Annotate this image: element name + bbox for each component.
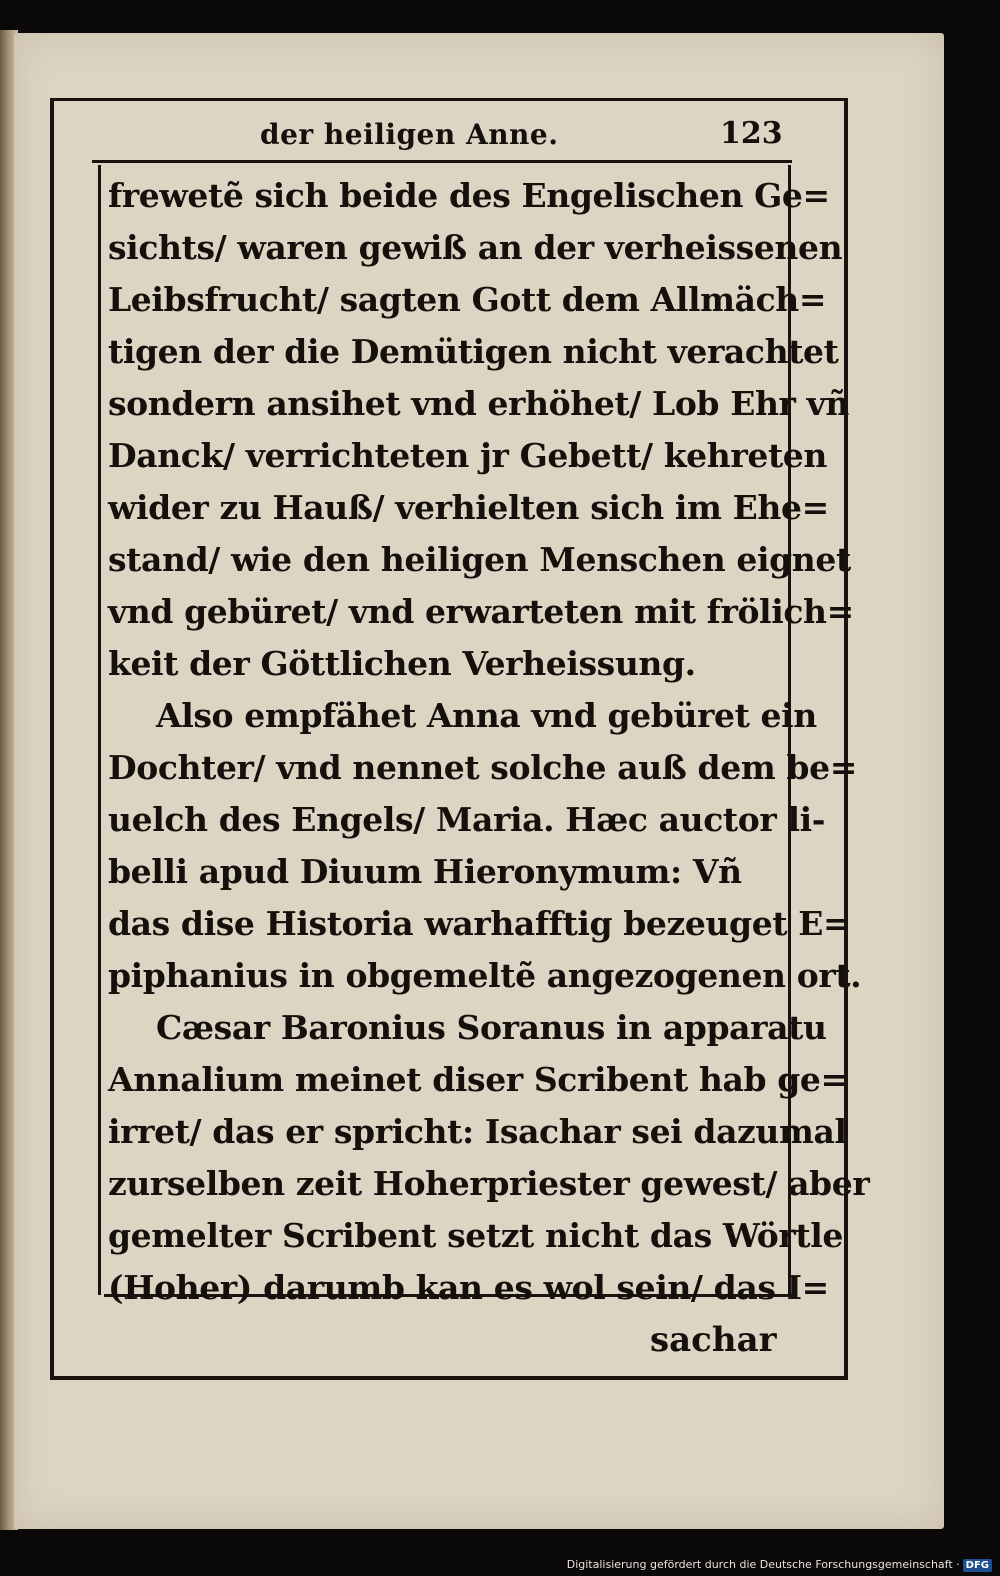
text-line: Leibsfrucht/ sagten Gott dem Allmäch=	[108, 280, 827, 319]
text-line: Annalium meinet diser Scribent hab ge=	[108, 1060, 848, 1099]
digitization-credit	[567, 1558, 992, 1572]
text-line: uelch des Engels/ Maria. Hæc auctor li-	[108, 800, 826, 839]
text-line: zurselben zeit Hoherpriester gewest/ aber	[108, 1164, 870, 1203]
text-line: frewetẽ sich beide des Engelischen Ge=	[108, 176, 830, 215]
running-head: der heiligen Anne.	[260, 118, 559, 151]
text-line: keit der Göttlichen Verheissung.	[108, 644, 696, 683]
text-line: stand/ wie den heiligen Menschen eignet	[108, 540, 851, 579]
text-line: das dise Historia warhafftig bezeuget E=	[108, 904, 851, 943]
text-line: piphanius in obgemeltẽ angezogenen ort.	[108, 956, 862, 995]
text-line: wider zu Hauß/ verhielten sich im Ehe=	[108, 488, 829, 527]
text-line: vnd gebüret/ vnd erwarteten mit frölich=	[108, 592, 854, 631]
body-text	[108, 170, 870, 1314]
paragraph-start-line: Also empfähet Anna vnd gebüret ein	[156, 696, 817, 735]
text-line: tigen der die Demütigen nicht verachtet	[108, 332, 839, 371]
dfg-logo: DFG	[963, 1559, 992, 1572]
text-line: sondern ansihet vnd erhöhet/ Lob Ehr vñ	[108, 384, 849, 423]
page-number: 123	[720, 116, 783, 151]
text-block-left-rule	[98, 165, 101, 1295]
credit-text: Digitalisierung gefördert durch die Deutsche Forschungsgemeinschaft ·	[566, 1558, 960, 1571]
header-rule	[92, 160, 792, 163]
paragraph-start-line: Cæsar Baronius Soranus in apparatu	[156, 1008, 827, 1047]
catchword: sachar	[650, 1320, 777, 1360]
text-line: irret/ das er spricht: Isachar sei dazumal	[108, 1112, 847, 1151]
text-line: (Hoher) darumb kan es wol sein/ das I=	[108, 1268, 829, 1307]
text-line: Danck/ verrichteten jr Gebett/ kehreten	[108, 436, 827, 475]
text-line: Dochter/ vnd nennet solche auß dem be=	[108, 748, 857, 787]
text-line: gemelter Scribent setzt nicht das Wörtle	[108, 1216, 843, 1255]
text-line: sichts/ waren gewiß an der verheissenen	[108, 228, 843, 267]
text-line: belli apud Diuum Hieronymum: Vñ	[108, 852, 742, 891]
